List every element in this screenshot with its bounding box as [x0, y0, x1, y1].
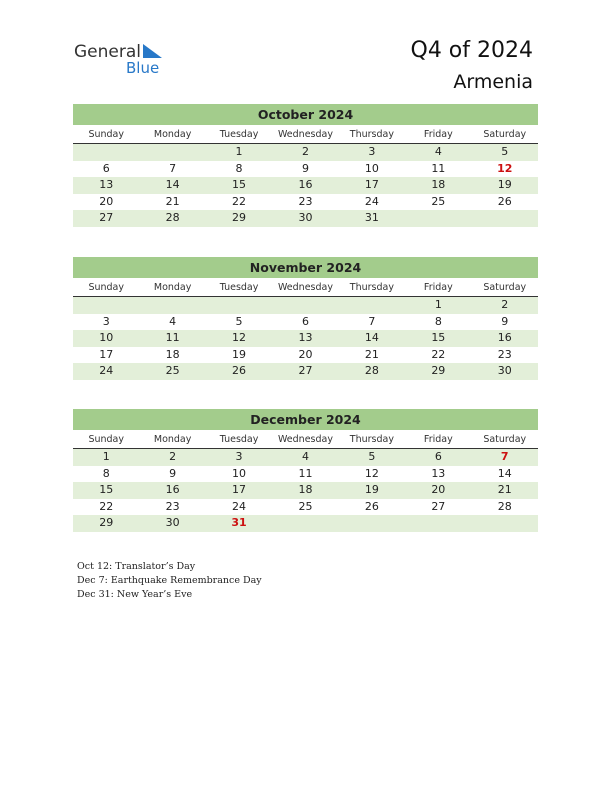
day-cell: 8 [434, 314, 442, 328]
day-cell [339, 297, 405, 314]
day-cell: 21 [364, 347, 379, 361]
day-cell: 4 [434, 145, 442, 158]
day-cell: 14 [165, 178, 180, 191]
week-row [73, 161, 538, 178]
day-cell: 6 [434, 450, 442, 463]
day-cell: 23 [298, 194, 313, 208]
day-cell: 10 [99, 331, 114, 344]
day-cell: 8 [235, 161, 243, 175]
day-cell: 20 [431, 483, 446, 496]
day-cell [405, 515, 471, 532]
day-cell: 18 [431, 178, 446, 191]
holiday-note: Dec 31: New Year’s Eve [77, 589, 193, 600]
day-cell: 27 [298, 364, 313, 377]
day-cell [272, 515, 338, 532]
day-cell: 30 [298, 211, 313, 224]
weekday-label: Saturday [483, 434, 527, 445]
holiday-note: Oct 12: Translator’s Day [77, 561, 196, 572]
weekday-label: Tuesday [219, 434, 259, 445]
day-cell: 4 [301, 450, 309, 463]
weekday-label: Monday [153, 282, 192, 293]
day-cell: 2 [169, 450, 177, 463]
day-cell [73, 297, 139, 314]
day-cell: 25 [165, 364, 180, 377]
day-cell: 17 [232, 483, 247, 496]
generalblue-logo [74, 42, 174, 78]
day-cell: 27 [99, 211, 114, 224]
day-cell: 3 [235, 450, 243, 463]
day-cell [73, 144, 139, 161]
week-row [73, 210, 538, 227]
day-cell: 12 [364, 466, 379, 480]
day-cell: 11 [165, 331, 180, 344]
holiday-day-cell: 7 [500, 450, 509, 463]
day-cell: 21 [497, 483, 512, 496]
week-row [73, 482, 538, 499]
day-cell: 3 [102, 314, 110, 328]
weekday-label: Wednesday [277, 434, 333, 445]
logo-blue-text: Blue [126, 59, 160, 77]
day-cell: 8 [102, 466, 110, 480]
day-cell: 27 [431, 499, 446, 513]
day-cell: 16 [298, 178, 313, 191]
day-cell: 19 [497, 178, 512, 191]
day-cell: 1 [235, 145, 243, 158]
day-cell: 13 [99, 178, 114, 191]
weekday-header-row [73, 431, 538, 449]
holiday-day-cell: 12 [497, 161, 513, 175]
week-row [73, 144, 538, 161]
day-cell: 26 [364, 499, 379, 513]
month-title: November 2024 [73, 257, 538, 278]
month-calendar [73, 104, 538, 227]
weekday-label: Monday [153, 129, 192, 140]
weekday-label: Tuesday [219, 129, 259, 140]
day-cell: 23 [497, 347, 512, 361]
day-cell: 22 [431, 347, 446, 361]
logo-triangle-icon [141, 44, 163, 60]
day-cell: 10 [232, 466, 247, 480]
weekday-label: Thursday [349, 129, 394, 140]
day-cell: 17 [99, 347, 114, 361]
day-cell: 6 [301, 314, 309, 328]
day-cell: 31 [364, 211, 379, 224]
day-cell: 1 [434, 298, 442, 311]
day-cell: 5 [235, 314, 243, 328]
day-cell [272, 297, 338, 314]
week-row [73, 449, 538, 466]
week-row [73, 297, 538, 314]
day-cell: 20 [99, 194, 114, 208]
day-cell [139, 297, 205, 314]
day-cell: 24 [364, 194, 379, 208]
weekday-label: Saturday [483, 282, 527, 293]
holiday-day-cell: 31 [231, 516, 247, 529]
day-cell [339, 515, 405, 532]
day-cell: 5 [501, 145, 509, 158]
week-row [73, 363, 538, 380]
day-cell: 19 [232, 347, 247, 361]
day-cell: 4 [169, 314, 177, 328]
day-cell [139, 144, 205, 161]
day-cell: 24 [232, 499, 247, 513]
day-cell: 10 [364, 161, 379, 175]
day-cell: 12 [232, 331, 247, 344]
day-cell: 26 [497, 194, 512, 208]
day-cell [405, 210, 471, 227]
day-cell: 13 [431, 466, 446, 480]
day-cell: 9 [501, 314, 509, 328]
day-cell: 7 [368, 314, 376, 328]
week-row [73, 314, 538, 331]
holiday-note: Dec 7: Earthquake Remembrance Day [77, 575, 262, 586]
day-cell: 11 [298, 466, 313, 480]
weekday-label: Sunday [88, 434, 124, 445]
day-cell: 26 [232, 364, 247, 377]
weekday-label: Sunday [88, 282, 124, 293]
weekday-label: Wednesday [277, 282, 333, 293]
day-cell: 11 [431, 161, 446, 175]
weekday-label: Friday [423, 129, 453, 140]
day-cell: 14 [364, 331, 379, 344]
week-row [73, 177, 538, 194]
day-cell: 24 [99, 364, 114, 377]
month-calendar [73, 257, 538, 380]
day-cell: 18 [165, 347, 180, 361]
day-cell: 21 [165, 194, 180, 208]
day-cell: 28 [497, 499, 512, 513]
weekday-label: Wednesday [277, 129, 333, 140]
page-title: Q4 of 2024 [410, 38, 533, 63]
day-cell: 23 [165, 499, 180, 513]
day-cell [472, 515, 538, 532]
logo-general-text: General [74, 42, 141, 62]
day-cell: 7 [169, 161, 177, 175]
weekday-label: Friday [423, 282, 453, 293]
country-name: Armenia [453, 71, 533, 93]
day-cell: 29 [232, 211, 247, 224]
weekday-label: Tuesday [219, 282, 259, 293]
day-cell: 18 [298, 483, 313, 496]
day-cell: 15 [431, 331, 446, 344]
day-cell: 17 [364, 178, 379, 191]
day-cell: 28 [165, 211, 180, 224]
day-cell: 30 [497, 364, 512, 377]
day-cell: 22 [99, 499, 114, 513]
day-cell: 15 [99, 483, 114, 496]
week-row [73, 194, 538, 211]
weekday-label: Thursday [349, 434, 394, 445]
day-cell: 13 [298, 331, 313, 344]
day-cell [472, 210, 538, 227]
week-row [73, 330, 538, 347]
weekday-header-row [73, 279, 538, 297]
week-row [73, 499, 538, 516]
day-cell: 16 [497, 331, 512, 344]
day-cell: 25 [431, 194, 446, 208]
day-cell: 5 [368, 450, 376, 463]
day-cell: 25 [298, 499, 313, 513]
day-cell: 6 [102, 161, 110, 175]
day-cell [206, 297, 272, 314]
week-row [73, 347, 538, 364]
month-title: December 2024 [73, 409, 538, 430]
week-row [73, 466, 538, 483]
holiday-notes [77, 560, 262, 602]
week-row [73, 515, 538, 532]
day-cell: 1 [102, 450, 110, 463]
day-cell: 29 [431, 364, 446, 377]
weekday-label: Thursday [349, 282, 394, 293]
weekday-header-row [73, 126, 538, 144]
day-cell: 30 [165, 516, 180, 529]
weekday-label: Saturday [483, 129, 527, 140]
day-cell: 9 [169, 466, 177, 480]
weekday-label: Monday [153, 434, 192, 445]
day-cell: 16 [165, 483, 180, 496]
day-cell: 19 [364, 483, 379, 496]
month-title: October 2024 [73, 104, 538, 125]
day-cell: 9 [301, 161, 309, 175]
day-cell: 2 [501, 298, 509, 311]
day-cell: 22 [232, 194, 247, 208]
month-calendar [73, 409, 538, 532]
day-cell: 14 [497, 466, 512, 480]
day-cell: 29 [99, 516, 114, 529]
day-cell: 2 [301, 145, 309, 158]
day-cell: 15 [232, 178, 247, 191]
day-cell: 3 [368, 145, 376, 158]
day-cell: 20 [298, 347, 313, 361]
day-cell: 28 [364, 364, 379, 377]
weekday-label: Sunday [88, 129, 124, 140]
weekday-label: Friday [423, 434, 453, 445]
